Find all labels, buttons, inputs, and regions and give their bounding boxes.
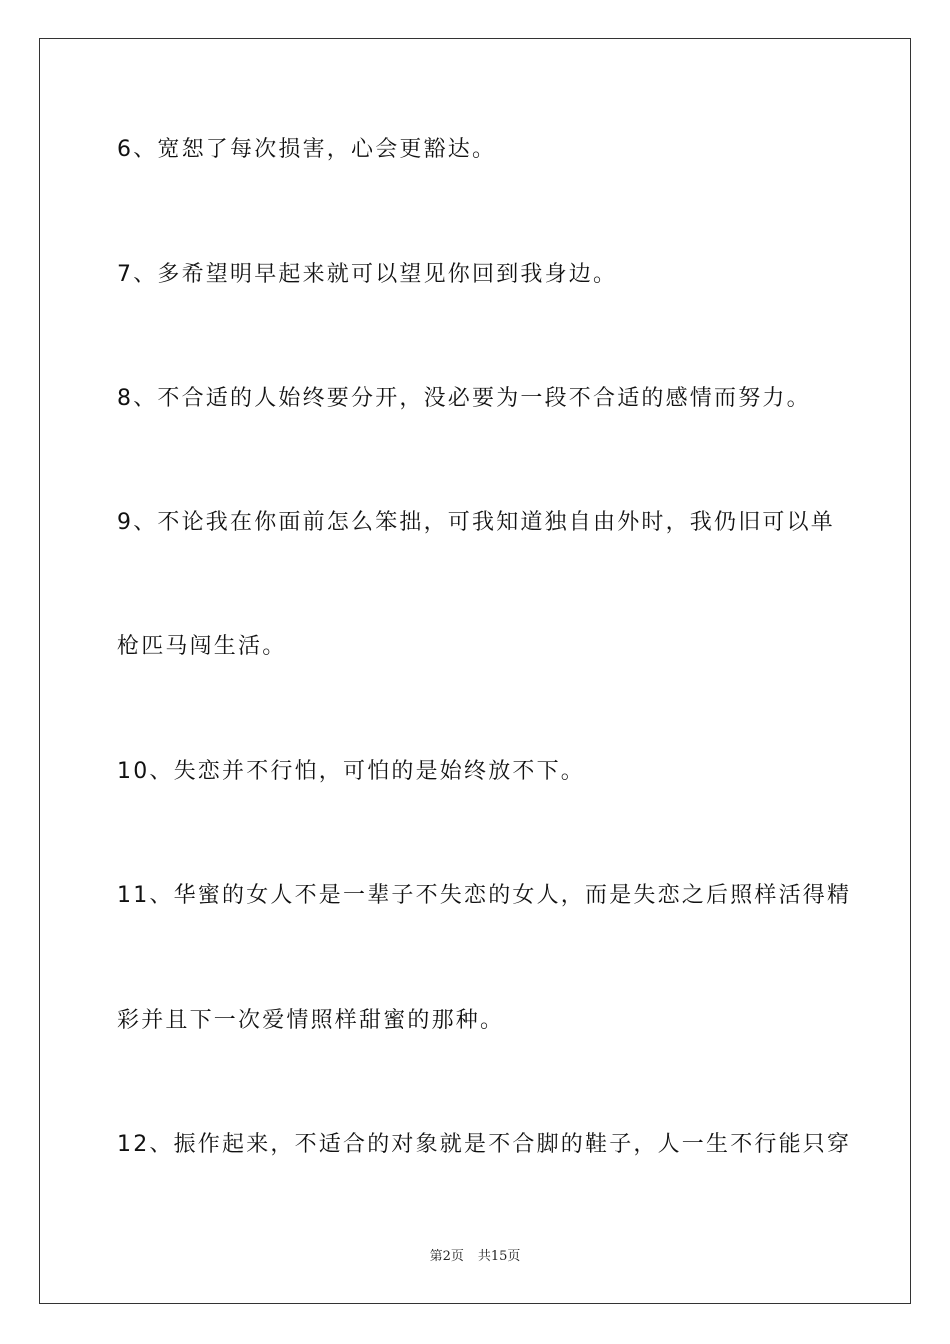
text-line-5: 枪匹马闯生活。 [117,634,287,659]
page-total: 共15页 [477,1249,521,1264]
page-footer [0,1248,950,1266]
page-border [39,38,911,1304]
page-number: 第2页 [429,1249,464,1264]
text-line-3: 8、不合适的人始终要分开，没必要为一段不合适的感情而努力。 [117,386,811,411]
text-line-6: 10、失恋并不行怕，可怕的是始终放不下。 [117,759,585,784]
text-line-4: 9、不论我在你面前怎么笨拙，可我知道独自由外时，我仍旧可以单 [117,510,835,535]
text-line-2: 7、多希望明早起来就可以望见你回到我身边。 [117,262,618,287]
text-line-7: 11、华蜜的女人不是一辈子不失恋的女人，而是失恋之后照样活得精 [117,883,852,908]
text-line-9: 12、振作起来，不适合的对象就是不合脚的鞋子，人一生不行能只穿 [117,1132,852,1157]
text-line-1: 6、宽恕了每次损害，心会更豁达。 [117,137,497,162]
text-line-8: 彩并且下一次爱情照样甜蜜的那种。 [117,1008,505,1033]
